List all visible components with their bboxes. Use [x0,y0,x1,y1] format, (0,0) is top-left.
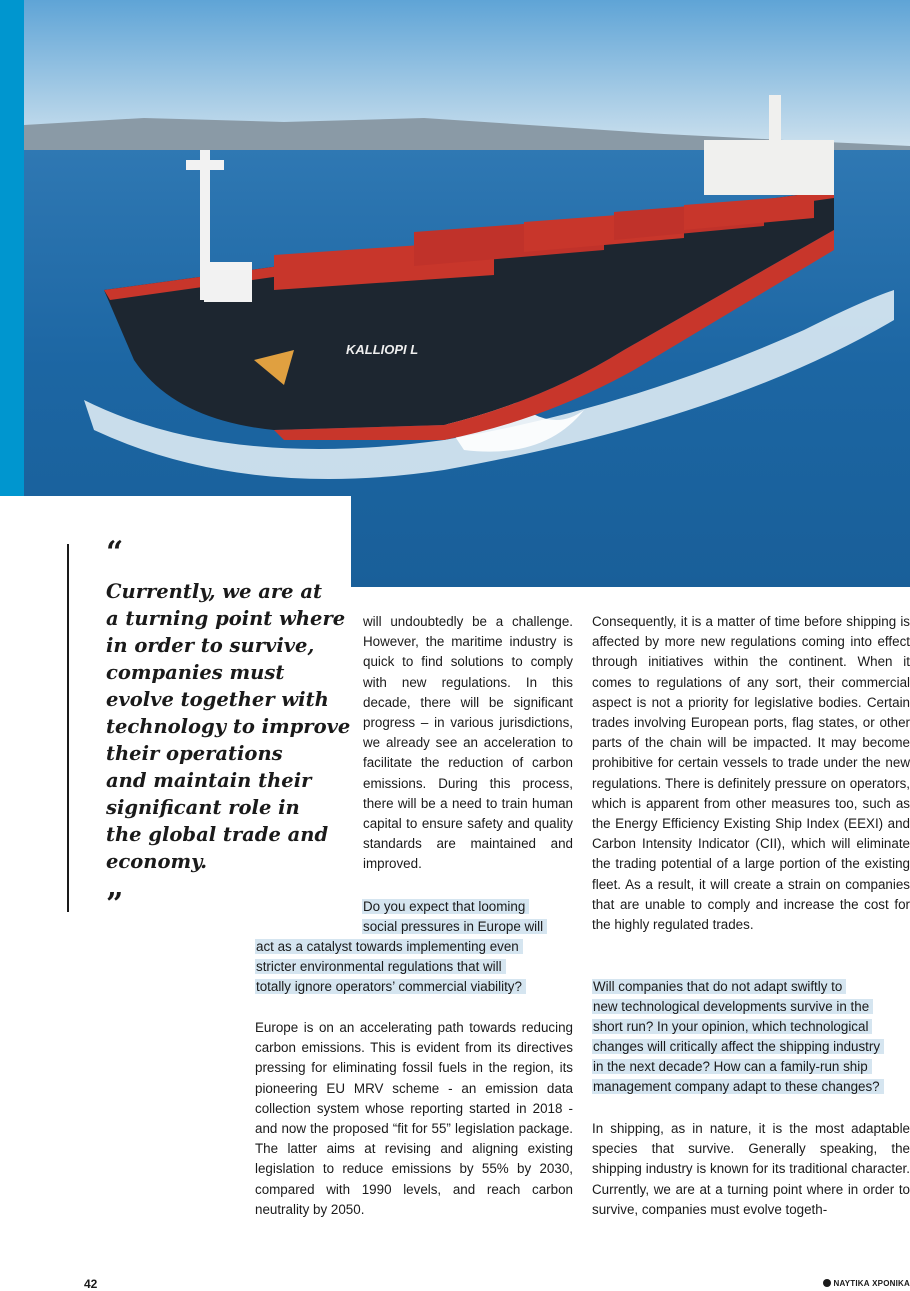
pull-quote-line: a turning point where [106,607,346,630]
article-column-a [363,612,573,875]
question-line: stricter environmental regulations that will [255,957,506,977]
ship-name-text: KALLIOPI L [346,342,419,357]
pull-quote-line: evolve together with [106,688,329,711]
article-column-b [255,1018,573,1220]
open-quote-mark: “ [106,535,124,570]
article-paragraph: will undoubtedly be a challenge. However, the maritime industry is quick to find solutions to comply with new regulations. In this decade, there will be significant progress – in various jurisdictions, we already see an acceleration to facilitate the reduction of carbon emissions. During this process, there will be a need to train human capital to ensure safety and quality standards are maintained and improved. [363,614,573,872]
question-line: management company adapt to these changes? [592,1077,884,1097]
question-line: changes will critically affect the shipping industry [592,1037,884,1057]
pull-quote-line: Currently, we are at [106,580,323,603]
pull-quote-line: significant role in [106,796,300,819]
pull-quote-line: and maintain their [106,769,312,792]
question-line: short run? In your opinion, which technological [592,1017,872,1037]
pull-quote-line: in order to survive, [106,634,315,657]
quote-rule [67,544,69,912]
question-line: totally ignore operators’ commercial viability? [255,977,526,997]
pull-quote-line: technology to improve [106,715,351,738]
article-paragraph: Consequently, it is a matter of time before shipping is affected by more new regulations coming into effect through initiatives within the continent. When it comes to regulations of any sort, their commercial aspect is not a priority for legislative bodies. Certain trades involving European ports, flag states, or other parts of the chain will be impacted. It may become prohibitive for certain vessels to trade under the new regulations. There is definitely pressure on operators, which is apparent from other measures too, such as the Energy Efficiency Existing Ship Index (EEXI) and Carbon Intensity Indicator (CII), which will eliminate the trading potential of a large portion of the existing fleet. As a result, it will create a strain on companies that are unable to comply and increase the cost for the highly regulated trades. [592,614,910,933]
article-column-c-continued [592,1119,910,1220]
accent-bar [0,0,24,496]
footer-brand [823,1279,910,1288]
pull-quote-line: their operations [106,742,283,765]
question-line: Will companies that do not adapt swiftly to [592,977,846,997]
question-line: in the next decade? How can a family-run ship [592,1057,872,1077]
question-line: social pressures in Europe will [362,917,547,937]
article-paragraph: In shipping, as in nature, it is the most adaptable species that survive. Generally speaking, the shipping industry is known for its traditional character. Currently, we are at a turning point where in order to survive, companies must evolve togeth- [592,1121,910,1217]
question-line: new technological developments survive in the [592,997,873,1017]
pull-quote-line: the global trade and [106,823,329,846]
pull-quote-line: economy. [106,850,207,873]
article-column-c [592,612,910,935]
pull-quote [106,578,351,875]
article-paragraph: Europe is on an accelerating path towards reducing carbon emissions. This is evident from its directives pressing for eliminating fossil fuels in the region, its pioneering EU MRV scheme - an emission data collection system whose reporting started in 2018 - and now the proposed “fit for 55” legislation package. The latter aims at revising and aligning existing legislation to reduce emissions by 55% by 2030, compared with 1990 levels, and reach carbon neutrality by 2050. [255,1020,573,1217]
page-number: 42 [84,1277,98,1291]
pull-quote-line: companies must [106,661,285,684]
brand-name: ΝΑΥΤΙΚΑ ΧΡΟΝΙΚΑ [833,1279,910,1288]
brand-logo-icon [823,1279,831,1287]
question-line: act as a catalyst towards implementing even [255,937,523,957]
question-line: Do you expect that looming [362,897,529,917]
close-quote-mark: ” [106,887,124,922]
